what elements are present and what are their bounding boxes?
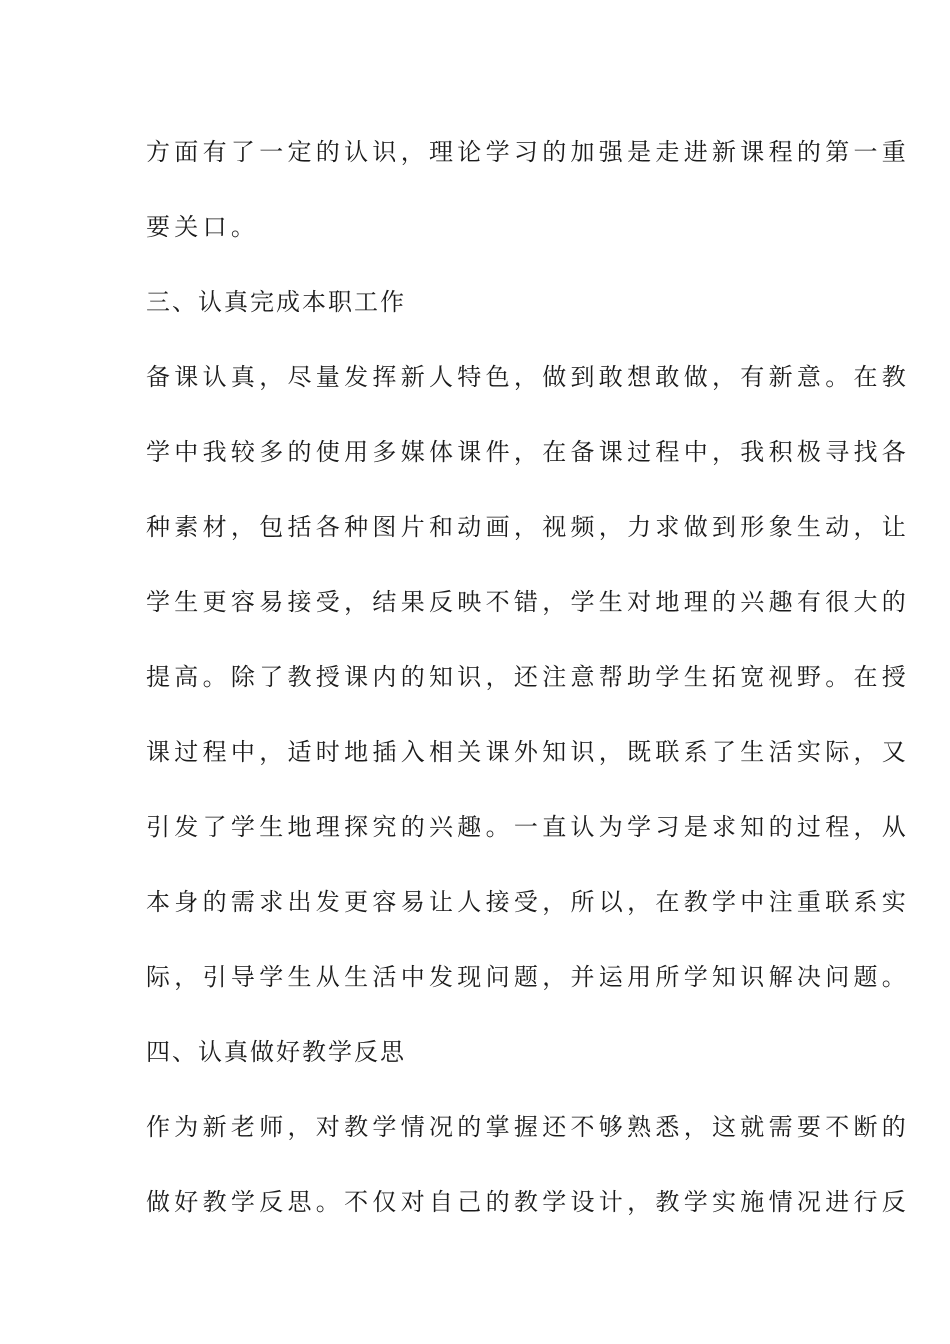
paragraph-line: 作为新老师，对教学情况的掌握还不够熟悉，这就需要不断的: [146, 1113, 911, 1141]
paragraph-line: 学生更容易接受，结果反映不错，学生对地理的兴趣有很大的: [146, 588, 911, 616]
paragraph-line: 方面有了一定的认识，理论学习的加强是走进新课程的第一重: [146, 138, 911, 166]
section-heading-4: 四、认真做好教学反思: [146, 1038, 406, 1066]
paragraph-line: 课过程中，适时地插入相关课外知识，既联系了生活实际，又: [146, 738, 911, 766]
paragraph-line: 备课认真，尽量发挥新人特色，做到敢想敢做，有新意。在教: [146, 363, 911, 391]
paragraph-line: 做好教学反思。不仅对自己的教学设计，教学实施情况进行反: [146, 1188, 911, 1216]
paragraph-line: 际，引导学生从生活中发现问题，并运用所学知识解决问题。: [146, 963, 911, 991]
paragraph-line: 提高。除了教授课内的知识，还注意帮助学生拓宽视野。在授: [146, 663, 911, 691]
paragraph-line: 学中我较多的使用多媒体课件，在备课过程中，我积极寻找各: [146, 438, 911, 466]
paragraph-line: 引发了学生地理探究的兴趣。一直认为学习是求知的过程，从: [146, 813, 911, 841]
paragraph-line: 本身的需求出发更容易让人接受，所以，在教学中注重联系实: [146, 888, 911, 916]
paragraph-line: 要关口。: [146, 213, 260, 241]
paragraph-line: 种素材，包括各种图片和动画，视频，力求做到形象生动，让: [146, 513, 911, 541]
section-heading-3: 三、认真完成本职工作: [146, 288, 406, 316]
